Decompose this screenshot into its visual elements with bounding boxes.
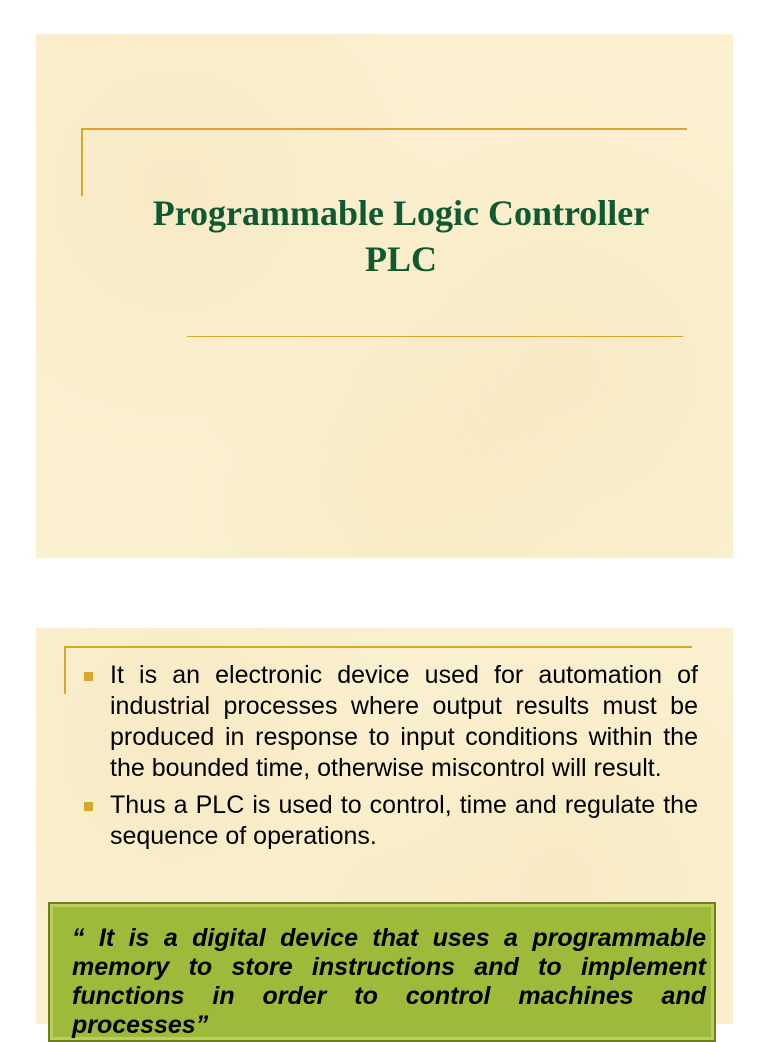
definition-quote: “ It is a digital device that uses a programmable memory to store instructions and to implement functions in order to control machines and processes” [72,924,706,1039]
list-item [80,790,698,852]
left-accent-rule [81,128,83,196]
bottom-accent-rule [187,336,683,337]
bullet-text: Thus a PLC is used to control, time and regulate the sequence of operations. [110,791,698,850]
top-accent-rule [81,128,687,130]
square-bullet-icon [84,802,93,811]
bullet-text: It is an electronic device used for automation of industrial processes where output results must be produced in response to input conditions within the the bounded time, otherwise miscontrol will result. [110,661,698,782]
slide-title [96,190,706,282]
definition-quote-box [48,902,716,1042]
top-accent-rule [64,646,692,648]
left-accent-rule [64,646,66,694]
title-line-2: PLC [365,239,437,279]
title-line-1: Programmable Logic Controller [152,193,650,233]
bullet-list [80,660,698,858]
list-item [80,660,698,784]
content-slide [36,628,733,1039]
title-slide [36,34,733,558]
square-bullet-icon [84,672,93,681]
